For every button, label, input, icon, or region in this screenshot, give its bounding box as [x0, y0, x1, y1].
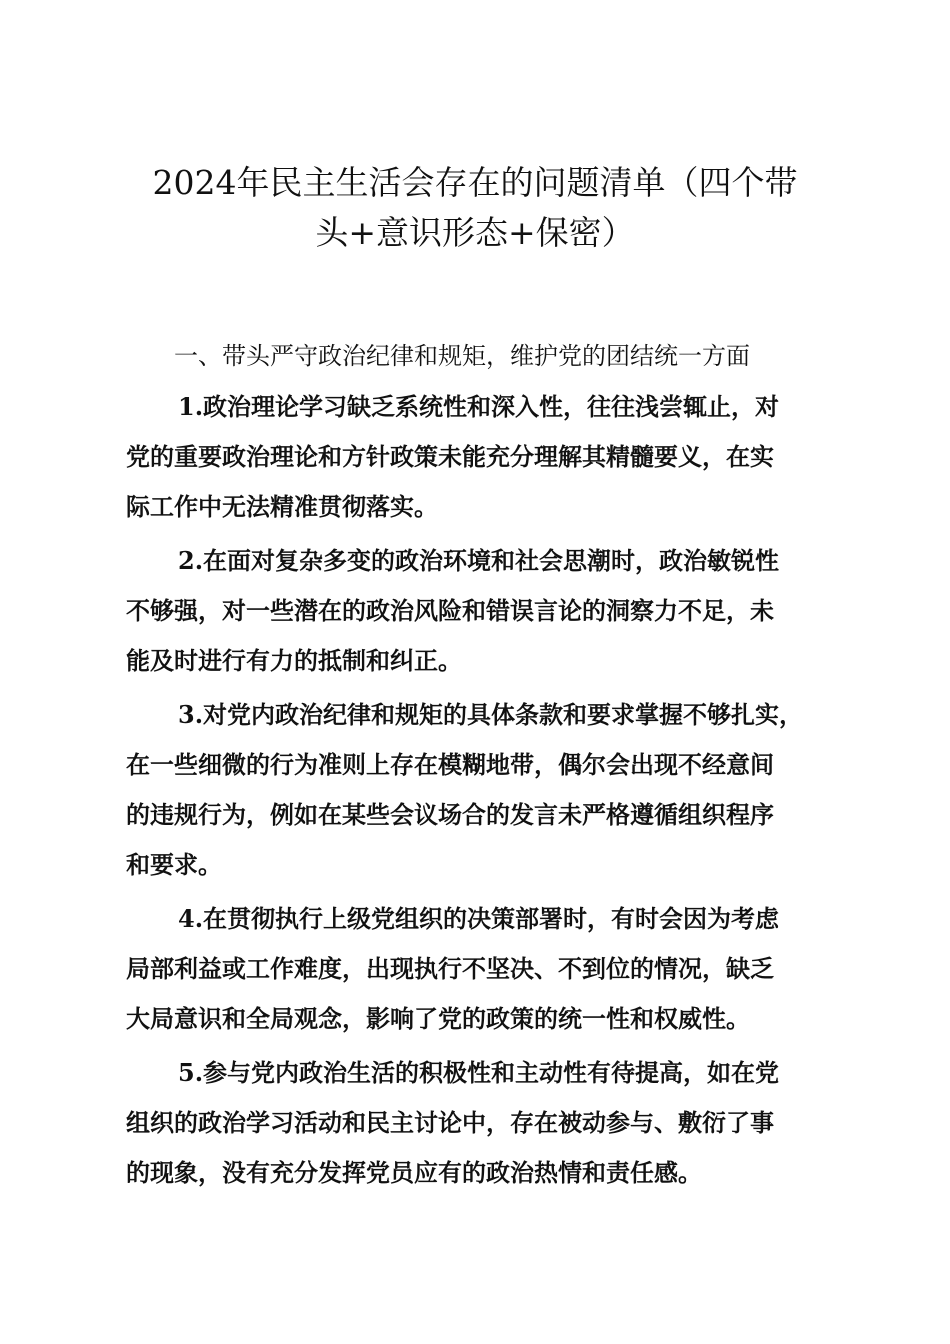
paragraph-line: 局部利益或工作难度，出现执行不坚决、不到位的情况，缺乏 — [126, 954, 774, 983]
paragraph-line: 的现象，没有充分发挥党员应有的政治热情和责任感。 — [126, 1158, 702, 1187]
paragraph-line: 的违规行为，例如在某些会议场合的发言未严格遵循组织程序 — [126, 800, 774, 829]
paragraph-line: 际工作中无法精准贯彻落实。 — [126, 492, 438, 521]
paragraph-line: 4.在贯彻执行上级党组织的决策部署时，有时会因为考虑 — [178, 904, 780, 933]
paragraph-line: 和要求。 — [126, 850, 222, 879]
paragraph-line: 3.对党内政治纪律和规矩的具体条款和要求掌握不够扎实， — [178, 700, 804, 729]
section-heading: 一、带头严守政治纪律和规矩，维护党的团结统一方面 — [174, 342, 750, 370]
paragraph-line: 大局意识和全局观念，影响了党的政策的统一性和权威性。 — [126, 1004, 750, 1033]
paragraph-line: 党的重要政治理论和方针政策未能充分理解其精髓要义，在实 — [126, 442, 774, 471]
paragraph-line: 组织的政治学习活动和民主讨论中，存在被动参与、敷衍了事 — [126, 1108, 774, 1137]
title-line: 2024年民主生活会存在的问题清单（四个带 — [152, 163, 798, 202]
list-item — [126, 382, 836, 532]
paragraph-line: 能及时进行有力的抵制和纠正。 — [126, 646, 462, 675]
list-item — [126, 894, 836, 1044]
list-item — [126, 1048, 836, 1198]
paragraph-line: 在一些细微的行为准则上存在模糊地带，偶尔会出现不经意间 — [126, 750, 774, 779]
title-line: 头+意识形态+保密） — [315, 213, 635, 252]
document-title — [120, 158, 830, 258]
paragraph-line: 5.参与党内政治生活的积极性和主动性有待提高，如在党 — [178, 1058, 780, 1087]
paragraph-line: 不够强，对一些潜在的政治风险和错误言论的洞察力不足，未 — [126, 596, 774, 625]
paragraph-line: 1.政治理论学习缺乏系统性和深入性，往往浅尝辄止，对 — [178, 392, 780, 421]
paragraph-line: 2.在面对复杂多变的政治环境和社会思潮时，政治敏锐性 — [178, 546, 780, 575]
list-item — [126, 536, 836, 686]
list-item — [126, 690, 836, 890]
document-body — [126, 330, 836, 1198]
